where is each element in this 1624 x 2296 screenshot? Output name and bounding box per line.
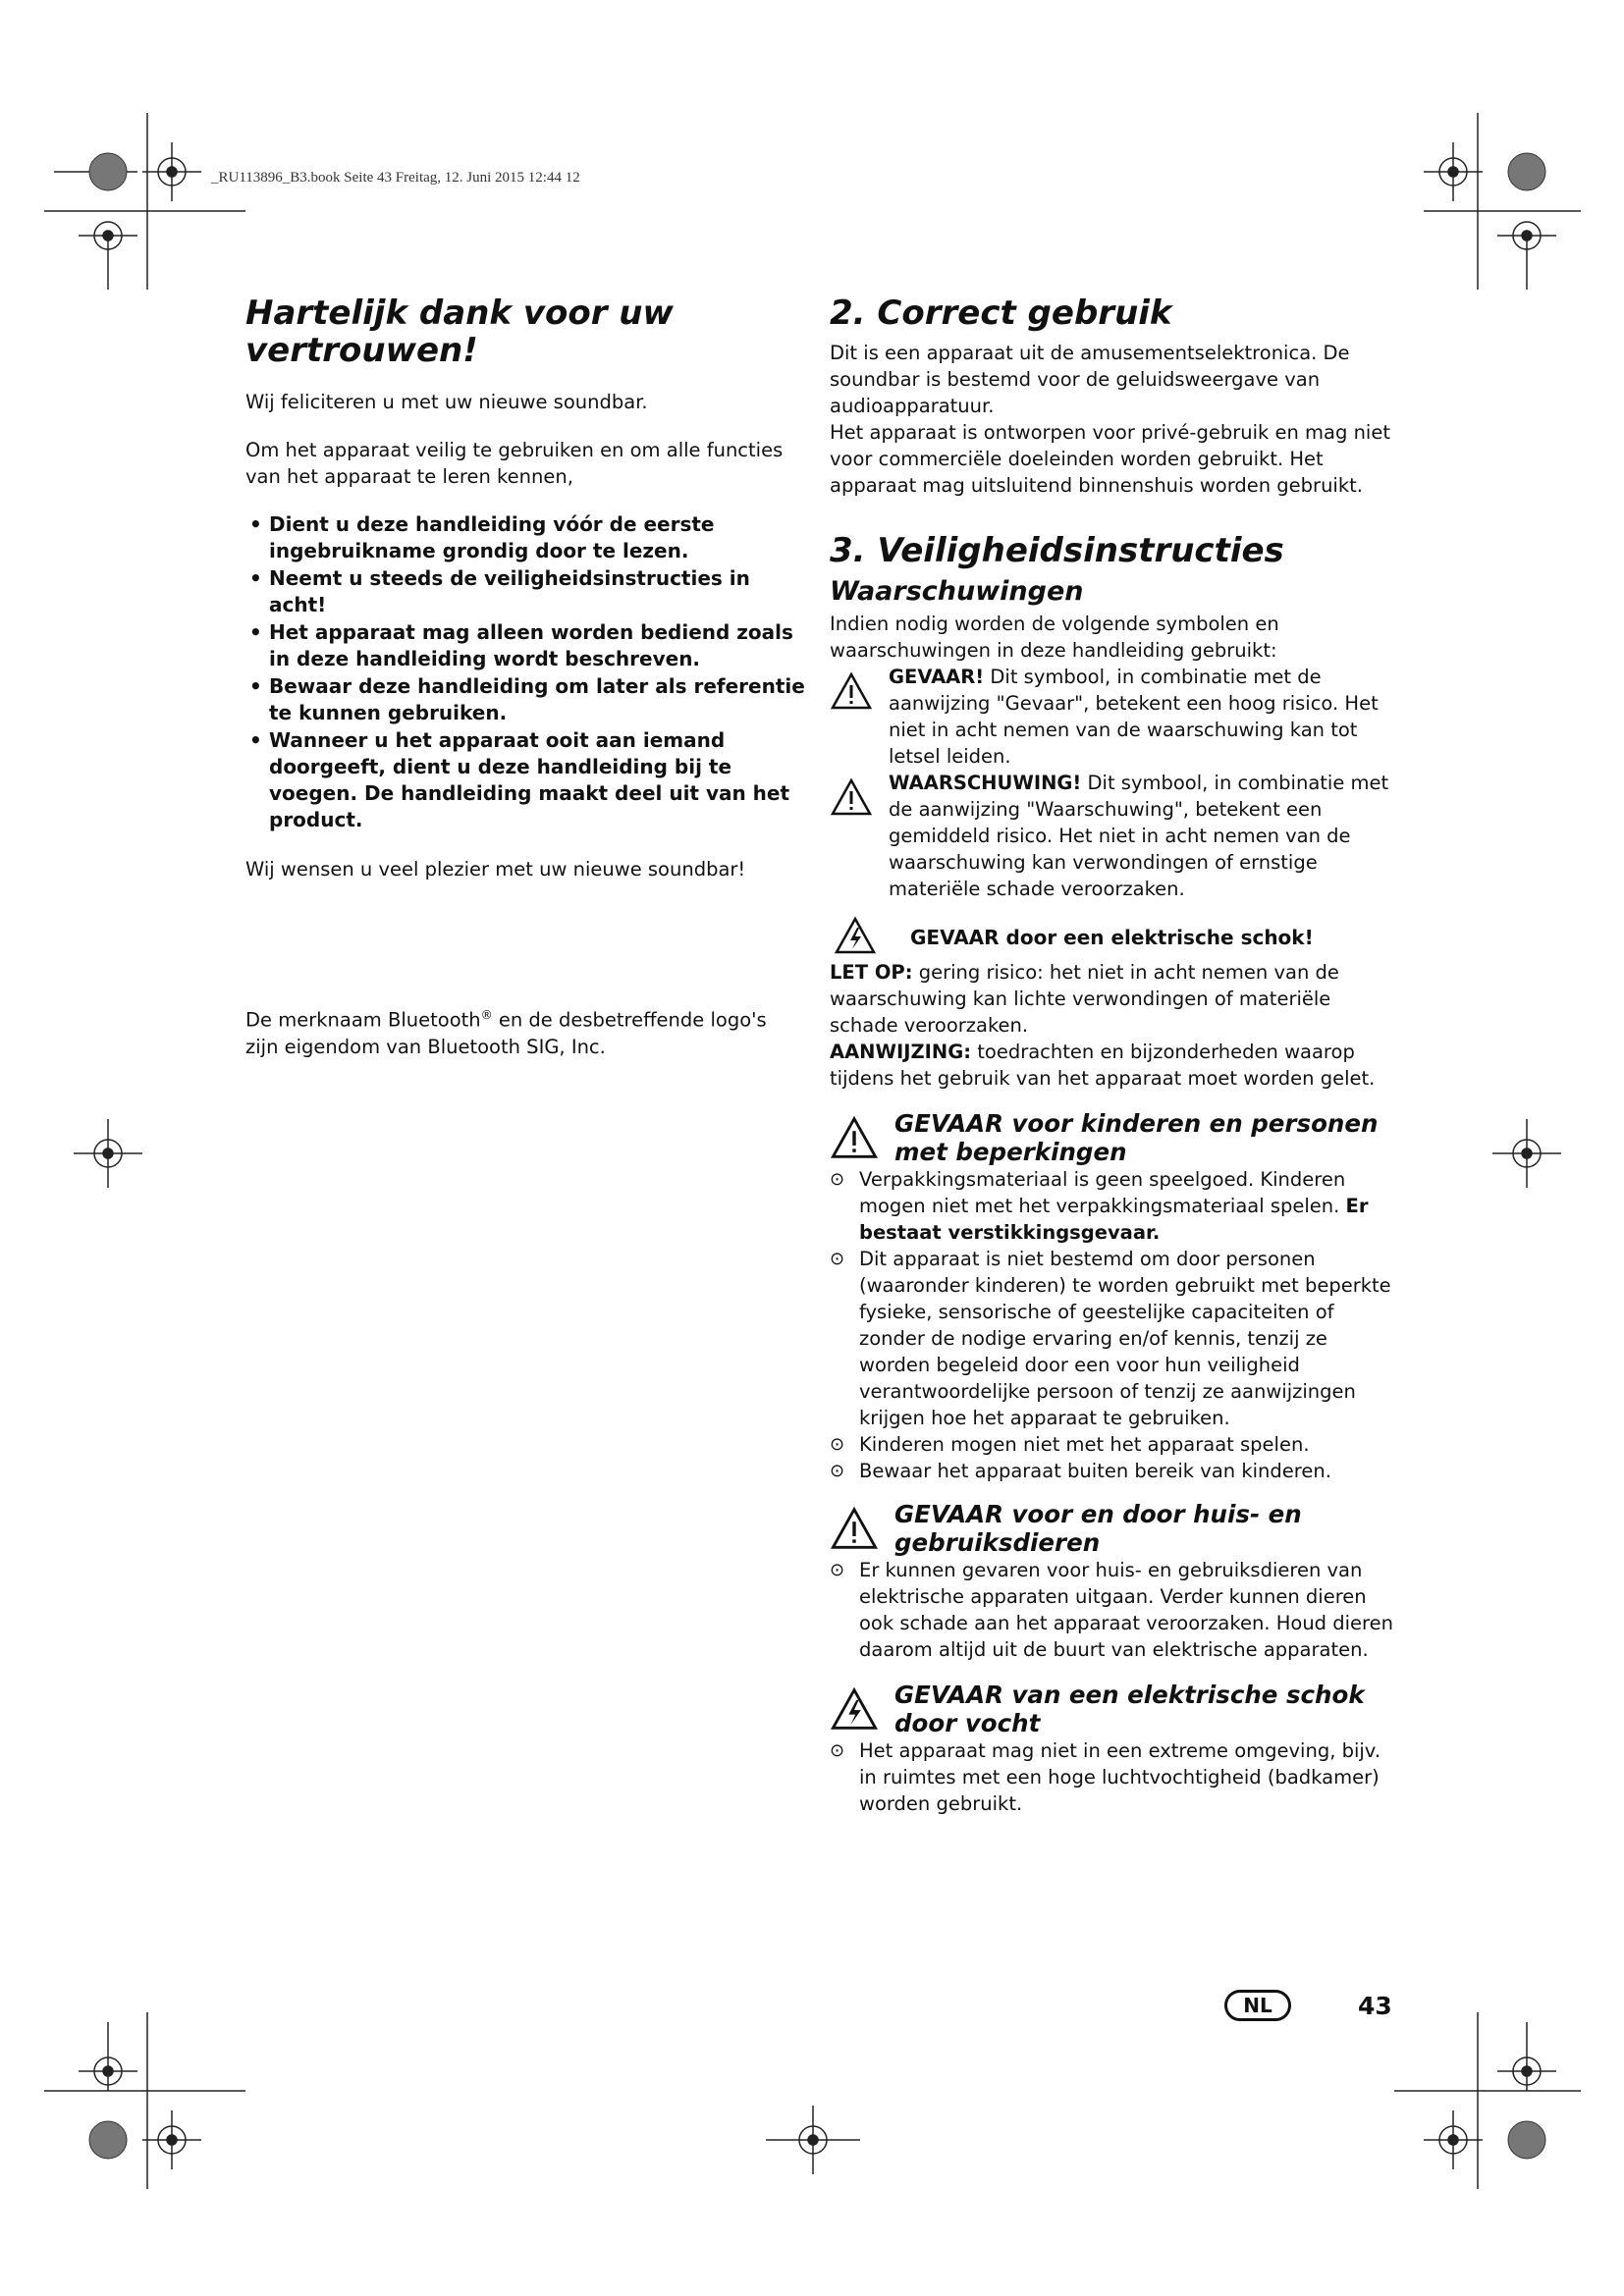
warning-triangle-icon: [830, 664, 889, 715]
section-2-text-2: Het apparaat is ontworpen voor privé-gebruik en mag niet voor commerciële doeleinden worden gebruikt. Het apparaat mag uitsluitend binnenshuis worden gebruikt.: [830, 421, 1390, 497]
list-item: • Het apparaat mag alleen worden bediend zoals in deze handleiding wordt beschreven.: [245, 619, 805, 672]
moisture-danger-heading: GEVAAR van een elektrische schok door vocht: [830, 1681, 1399, 1737]
list-item: • Dient u deze handleiding vóór de eerste ingebruikname grondig door te lezen.: [245, 511, 805, 564]
intro-text: Om het apparaat veilig te gebruiken en om alle functies van het apparaat te leren kennen,: [245, 439, 784, 488]
section-2-text-1: Dit is een apparaat uit de amusementselektronica. De soundbar is bestemd voor de geluidsweergave van audioapparatuur.: [830, 342, 1350, 417]
list-item: ⊙ Bewaar het apparaat buiten bereik van kinderen.: [830, 1458, 1399, 1484]
page-number: 43: [1358, 1992, 1392, 2020]
animals-danger-heading: GEVAAR voor en door huis- en gebruiksdieren: [830, 1500, 1399, 1557]
left-column: [245, 294, 805, 1060]
list-item: ⊙ Er kunnen gevaren voor huis- en gebruiksdieren van elektrische apparaten uitgaan. Verder kunnen dieren ook schade aan het apparaat veroorzaken. Houd dieren daarom altijd uit de buurt van elektrische apparaten.: [830, 1557, 1399, 1663]
list-item: ⊙ Het apparaat mag niet in een extreme omgeving, bijv. in ruimtes met een hoge luchtvochtigheid (badkamer) worden gebruikt.: [830, 1737, 1399, 1817]
warnings-intro: Indien nodig worden de volgende symbolen en waarschuwingen in deze handleiding gebruikt:: [830, 613, 1279, 662]
list-item: • Neemt u steeds de veiligheidsinstructies in acht!: [245, 565, 805, 618]
gevaar-note: GEVAAR! Dit symbool, in combinatie met de aanwijzing "Gevaar", betekent een hoog risico. Het niet in acht nemen van de waarschuwing kan tot letsel leiden.: [830, 664, 1399, 770]
congrats-text: Wij feliciteren u met uw nieuwe soundbar.: [245, 391, 648, 413]
children-danger-heading: GEVAAR voor kinderen en personen met beperkingen: [830, 1109, 1399, 1166]
warning-triangle-icon: [830, 1109, 894, 1164]
print-header: _RU113896_B3.book Seite 43 Freitag, 12. Juni 2015 12:44 12: [211, 170, 580, 186]
closing-text: Wij wensen u veel plezier met uw nieuwe soundbar!: [245, 858, 746, 881]
moisture-list: [830, 1737, 1399, 1817]
electric-shock-icon: [830, 1681, 894, 1735]
electric-shock-icon: [830, 916, 910, 959]
list-item: • Wanneer u het apparaat ooit aan iemand doorgeeft, dient u deze handleiding bij te voegen. De handleiding maakt deel uit van het product.: [245, 727, 805, 833]
language-badge: NL: [1224, 1990, 1291, 2021]
warning-triangle-icon: [830, 1500, 894, 1555]
right-column: [830, 294, 1399, 1817]
warnings-subtitle: Waarschuwingen: [830, 576, 1084, 607]
list-item: ⊙ Dit apparaat is niet bestemd om door personen (waaronder kinderen) te worden gebruikt met beperkte fysieke, sensorische of geestelijke capaciteiten of zonder de nodige ervaring en/of kennis, tenzij ze worden begeleid door een voor hun veiligheid verantwoordelijke persoon of tenzij ze aanwijzingen krijgen hoe het apparaat te gebruiken.: [830, 1246, 1399, 1431]
let-op-text: LET OP: gering risico: het niet in acht nemen van de waarschuwing kan lichte verwondingen of materiële schade veroorzaken.: [830, 961, 1339, 1037]
animals-list: [830, 1557, 1399, 1663]
warning-triangle-icon: [830, 770, 889, 821]
electric-shock-note: GEVAAR door een elektrische schok!: [830, 916, 1399, 959]
thank-you-title: Hartelijk dank voor uw vertrouwen!: [245, 294, 674, 370]
section-2-title: 2. Correct gebruik: [830, 294, 1172, 333]
list-item: ⊙ Kinderen mogen niet met het apparaat spelen.: [830, 1431, 1399, 1458]
aanwijzing-text: AANWIJZING: toedrachten en bijzonderheden waarop tijdens het gebruik van het apparaat moet worden gelet.: [830, 1041, 1376, 1090]
trademark-text: De merknaam Bluetooth® en de desbetreffende logo's zijn eigendom van Bluetooth SIG, Inc.: [245, 1008, 767, 1058]
instruction-list: [245, 511, 805, 833]
waarschuwing-note: WAARSCHUWING! Dit symbool, in combinatie met de aanwijzing "Waarschuwing", betekent een gemiddeld risico. Het niet in acht nemen van de waarschuwing kan verwondingen of ernstige materiële schade veroorzaken.: [830, 770, 1399, 902]
section-3-title: 3. Veiligheidsinstructies: [830, 531, 1284, 570]
list-item: • Bewaar deze handleiding om later als referentie te kunnen gebruiken.: [245, 673, 805, 726]
list-item: ⊙ Verpakkingsmateriaal is geen speelgoed. Kinderen mogen niet met het verpakkingsmateriaal spelen. Er bestaat verstikkingsgevaar.: [830, 1166, 1399, 1246]
children-list: [830, 1166, 1399, 1484]
